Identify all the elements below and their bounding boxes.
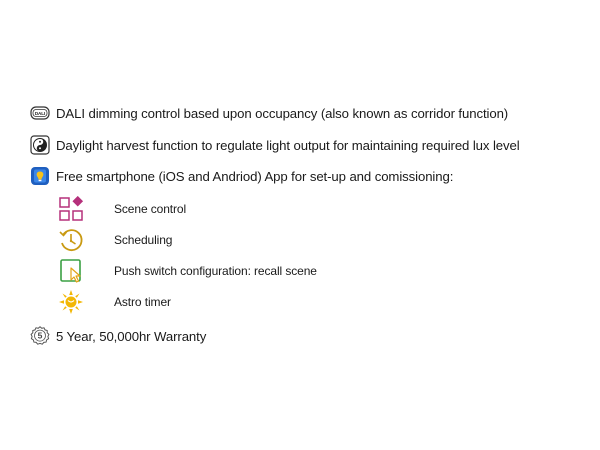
feature-smartphone-app bbox=[30, 166, 453, 186]
feature-dali-dimming bbox=[30, 103, 508, 123]
warranty-seal-icon bbox=[30, 326, 50, 346]
feature-warranty bbox=[30, 326, 206, 346]
warranty-text: 5 Year, 50,000hr Warranty bbox=[56, 328, 207, 344]
svg-text:DALI: DALI bbox=[34, 111, 46, 117]
app-feature-scene-control bbox=[58, 196, 186, 222]
feature-text: DALI dimming control based upon occupancy (also known as corridor function) bbox=[56, 105, 509, 121]
feature-text: Free smartphone (iOS and Andriod) App for set-up and comissioning: bbox=[56, 168, 454, 184]
dali-logo-icon bbox=[30, 103, 50, 123]
daylight-harvest-icon bbox=[30, 135, 50, 155]
app-feature-text: Scene control bbox=[114, 202, 187, 216]
app-feature-scheduling bbox=[58, 227, 172, 253]
app-feature-text: Astro timer bbox=[114, 295, 171, 309]
feature-text: Daylight harvest function to regulate light output for maintaining required lux level bbox=[56, 137, 520, 153]
push-switch-icon bbox=[58, 258, 84, 284]
scene-control-icon bbox=[58, 196, 84, 222]
app-feature-astro-timer bbox=[58, 289, 171, 315]
app-feature-push-switch bbox=[58, 258, 317, 284]
astro-sun-icon bbox=[58, 289, 84, 315]
app-feature-text: Scheduling bbox=[114, 233, 173, 247]
scheduling-clock-icon bbox=[58, 227, 84, 253]
warranty-badge-number: 5 bbox=[37, 330, 43, 341]
feature-daylight-harvest bbox=[30, 135, 520, 155]
smartphone-app-icon bbox=[30, 166, 50, 186]
app-feature-text: Push switch configuration: recall scene bbox=[114, 264, 317, 278]
